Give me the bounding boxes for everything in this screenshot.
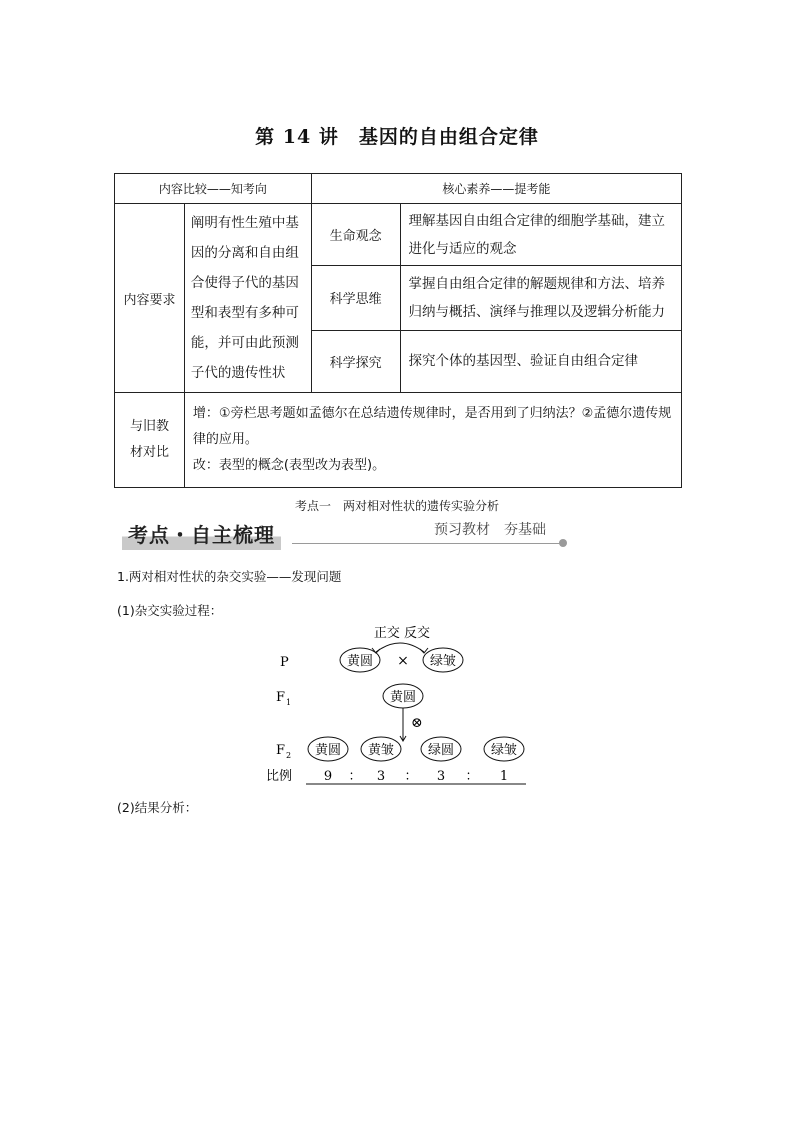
compare-desc <box>184 393 681 488</box>
ratio-value-3: 3 <box>436 769 446 784</box>
banner-divider <box>292 543 562 544</box>
arrowhead-right <box>420 648 428 653</box>
ratio-label: 比例 <box>266 769 293 784</box>
banner-title: 考点・自主梳理 <box>122 520 281 550</box>
core-desc-1: 理解基因自由组合定律的细胞学基础，建立进化与适应的观念 <box>400 204 681 266</box>
ratio-value-4: 1 <box>499 769 509 784</box>
cross-diagram <box>260 620 540 790</box>
ratio-sep-3: ： <box>465 769 479 784</box>
ratio-value-2: 3 <box>376 769 386 784</box>
banner-dot <box>559 539 567 547</box>
p-right-text: 绿皱 <box>429 654 457 669</box>
compare-add: 增：①旁栏思考题如孟德尔在总结遗传规律时，是否用到了归纳法？②孟德尔遗传规律的应用。 <box>192 406 672 447</box>
compare-change: 改：表型的概念(表型改为表型)。 <box>192 458 386 473</box>
p-left-text: 黄圆 <box>346 654 374 669</box>
f2-text-3: 绿圆 <box>427 743 455 758</box>
f2-text-4: 绿皱 <box>490 743 518 758</box>
core-name-2: 科学思维 <box>311 266 400 330</box>
f2-text-2: 黄皱 <box>367 743 395 758</box>
outline-table <box>114 173 682 488</box>
f1-subscript: 1 <box>286 698 292 707</box>
section-banner <box>122 520 570 554</box>
f2-subscript: 2 <box>286 751 292 760</box>
reciprocal-arrow <box>376 643 424 652</box>
core-name-3: 科学探究 <box>311 330 400 392</box>
selfing-symbol: ⊗ <box>411 715 423 731</box>
section-title: 考点一 两对相对性状的遗传实验分析 <box>294 499 499 513</box>
cross-label: 正交 反交 <box>373 626 431 641</box>
page-title: 第 14 讲 基因的自由组合定律 <box>255 126 539 148</box>
banner-subtitle: 预习教材 夯基础 <box>434 522 546 538</box>
content-req-label: 内容要求 <box>115 204 185 393</box>
paragraph-2: (1)杂交实验过程： <box>117 603 223 618</box>
paragraph-1: 1.两对相对性状的杂交实验——发现问题 <box>117 569 342 584</box>
core-name-1: 生命观念 <box>311 204 400 266</box>
core-desc-2: 掌握自由组合定律的解题规律和方法、培养归纳与概括、演绎与推理以及逻辑分析能力 <box>400 266 681 330</box>
f2-label: F <box>276 743 286 758</box>
ratio-sep-2: ： <box>404 769 418 784</box>
cross-symbol: × <box>397 653 409 669</box>
f2-text-1: 黄圆 <box>314 743 342 758</box>
content-req-desc: 阐明有性生殖中基因的分离和自由组合使得子代的基因型和表型有多种可能，并可由此预测子代的遗传性状 <box>184 204 311 393</box>
ratio-value-1: 9 <box>323 769 333 784</box>
header-core-literacy: 核心素养——提考能 <box>311 174 681 204</box>
core-desc-3: 探究个体的基因型、验证自由组合定律 <box>400 330 681 392</box>
f1-label: F <box>276 690 286 705</box>
p-label: P <box>280 655 289 670</box>
ratio-sep-1: ： <box>348 769 362 784</box>
f1-text: 黄圆 <box>389 690 417 705</box>
paragraph-3: (2)结果分析： <box>117 800 198 815</box>
compare-label: 与旧教材对比 <box>115 393 185 488</box>
header-content-compare: 内容比较——知考向 <box>115 174 312 204</box>
